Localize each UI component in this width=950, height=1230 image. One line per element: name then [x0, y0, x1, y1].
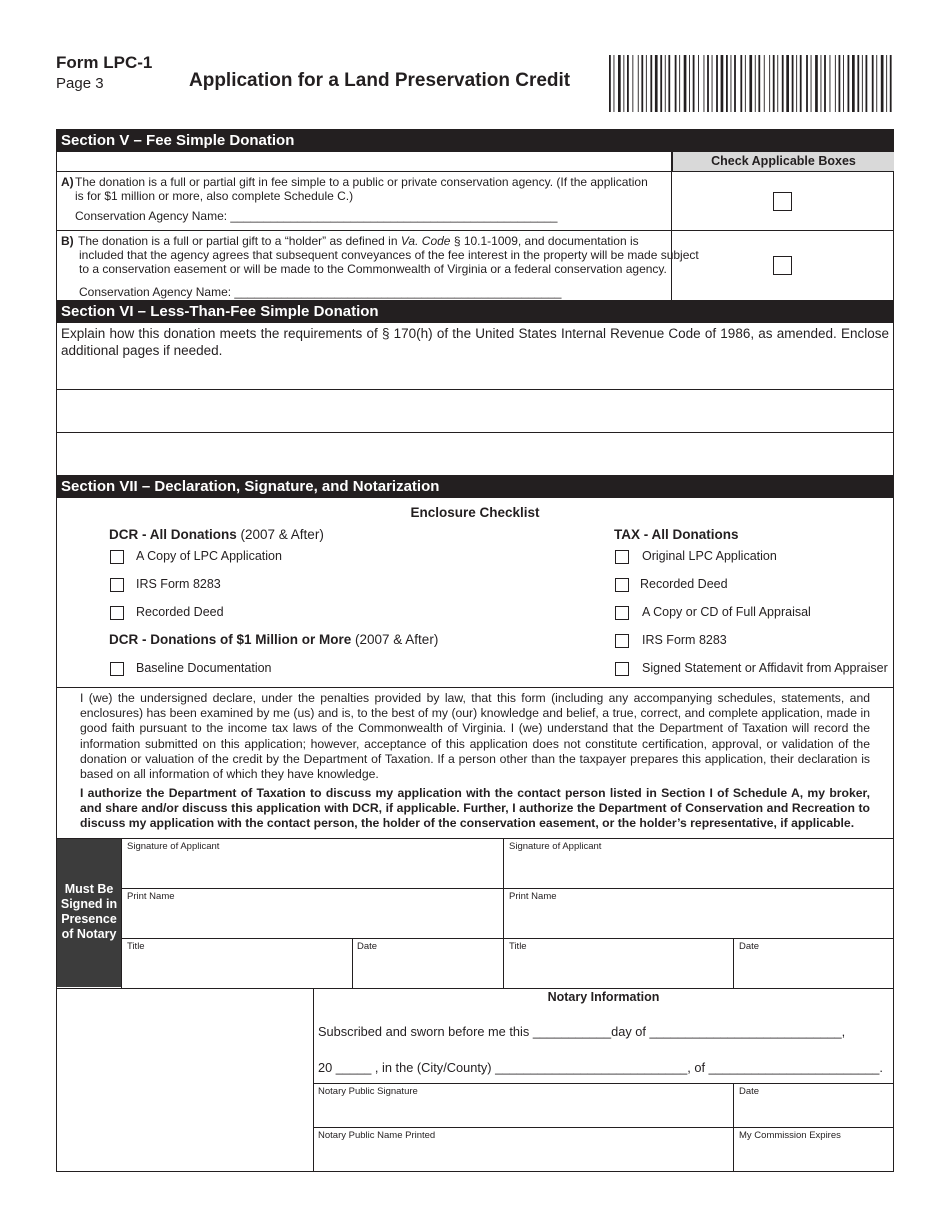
dcr-item-label: Recorded Deed — [136, 605, 224, 619]
applicant-1-signature-field[interactable] — [122, 853, 502, 887]
notary-info-title: Notary Information — [547, 990, 660, 1004]
applicant-1-title-field[interactable] — [122, 953, 351, 987]
page-number: Page 3 — [56, 75, 104, 92]
option-a-agency-name[interactable]: Conservation Agency Name: _________________________________________________ — [75, 209, 558, 223]
dcr-checkbox-recorded-deed[interactable] — [110, 606, 124, 620]
barcode-icon — [609, 55, 894, 112]
dcr-item-label: Baseline Documentation — [136, 661, 272, 675]
dcr-checkbox-irs-8283[interactable] — [110, 578, 124, 592]
notary-presence-label: Must Be Signed in Presence of Notary — [57, 839, 121, 987]
applicant-2-title-field[interactable] — [504, 953, 732, 987]
signature-label: Signature of Applicant — [509, 841, 602, 852]
title-label: Title — [127, 941, 145, 952]
option-b-letter: B) — [61, 234, 74, 248]
option-b-checkbox[interactable] — [773, 256, 792, 275]
notary-name-label: Notary Public Name Printed — [318, 1130, 436, 1141]
tax-item-label: A Copy or CD of Full Appraisal — [642, 605, 811, 619]
section-6-heading: Section VI – Less-Than-Fee Simple Donation — [56, 300, 894, 323]
dcr-checkbox-baseline-docs[interactable] — [110, 662, 124, 676]
option-a-letter: A) — [61, 175, 74, 189]
tax-checkbox-appraiser-statement[interactable] — [615, 662, 629, 676]
commission-expires-label: My Commission Expires — [739, 1130, 841, 1141]
notary-sworn-line[interactable]: Subscribed and sworn before me this ___________day of ___________________________, — [318, 1024, 846, 1039]
title-label: Title — [509, 941, 527, 952]
option-a-text-2: is for $1 million or more, also complete Schedule C.) — [75, 189, 354, 203]
tax-item-label: Recorded Deed — [640, 577, 728, 591]
notary-name-field[interactable] — [314, 1142, 732, 1171]
applicant-2-date-field[interactable] — [734, 953, 893, 987]
tax-all-donations-heading: TAX - All Donations — [614, 527, 739, 542]
tax-item-label: Signed Statement or Affidavit from Appraiser — [642, 661, 888, 675]
authorization-text: I authorize the Department of Taxation to discuss my application with the contact person listed in Section I of Schedule A, my broker, and share and/or discuss this application with DCR, if applicable. Further, I authorize the Department of Conservation and Recreation to discuss my application with the contact person, the holder of the conservation easement, or the holder’s representative, if applicable. — [80, 786, 870, 831]
notary-date-field[interactable] — [734, 1098, 893, 1126]
section-7-heading: Section VII – Declaration, Signature, and Notarization — [56, 475, 894, 498]
option-b-text-2: included that the agency agrees that subsequent conveyances of the fee interest in the property will be made subject — [79, 248, 699, 262]
declaration-text: I (we) the undersigned declare, under the penalties provided by law, that this form (including any accompanying schedules, statements, and enclosures) has been examined by me (us) and is, to the best of my (our) knowledge and belief, a true, correct, and complete application, made in good faith pursuant to the income tax laws of the Commonwealth of Virginia. I (we) understand that the Department of Taxation will record the information submitted on this application; however, acceptance of this application does not constitute certification, approval, or validation of the donation or valuation of the credit by the Department of Taxation. If a person other than the taxpayer prepares this application, their declaration is based on all information of which they have knowledge. — [80, 691, 870, 782]
page-title: Application for a Land Preservation Credit — [189, 70, 571, 91]
signature-label: Signature of Applicant — [127, 841, 220, 852]
section-6-instructions: Explain how this donation meets the requirements of § 170(h) of the United States Internal Revenue Code of 1986, as amended. Enclose additional pages if needed. — [61, 326, 889, 358]
tax-item-label: Original LPC Application — [642, 549, 777, 563]
print-name-label: Print Name — [127, 891, 175, 902]
tax-checkbox-recorded-deed[interactable] — [615, 578, 629, 592]
tax-checkbox-original-lpc[interactable] — [615, 550, 629, 564]
applicant-2-print-name-field[interactable] — [504, 903, 893, 937]
applicant-1-print-name-field[interactable] — [122, 903, 502, 937]
option-a-checkbox[interactable] — [773, 192, 792, 211]
tax-checkbox-irs-8283[interactable] — [615, 634, 629, 648]
dcr-all-donations-heading: DCR - All Donations (2007 & After) — [109, 527, 324, 542]
form-id: Form LPC-1 — [56, 53, 153, 72]
dcr-million-heading: DCR - Donations of $1 Million or More (2007 & After) — [109, 632, 439, 647]
enclosure-checklist-title: Enclosure Checklist — [410, 505, 540, 520]
option-b-agency-name[interactable]: Conservation Agency Name: _________________________________________________ — [79, 285, 562, 299]
applicant-1-date-field[interactable] — [353, 953, 502, 987]
applicant-2-signature-field[interactable] — [504, 853, 893, 887]
notary-signature-field[interactable] — [314, 1098, 732, 1126]
option-b-text-1: The donation is a full or partial gift to a “holder” as defined in Va. Code § 10.1-1009, and documentation is — [78, 234, 639, 248]
dcr-checkbox-lpc-copy[interactable] — [110, 550, 124, 564]
dcr-item-label: IRS Form 8283 — [136, 577, 221, 591]
date-label: Date — [739, 941, 760, 952]
tax-checkbox-appraisal[interactable] — [615, 606, 629, 620]
notary-location-line[interactable]: 20 _____ , in the (City/County) ___________________________, of ________________________. — [318, 1060, 883, 1075]
option-a-text-1: The donation is a full or partial gift in fee simple to a public or private conservation agency. (If the application — [75, 175, 648, 189]
notary-signature-label: Notary Public Signature — [318, 1086, 418, 1097]
dcr-item-label: A Copy of LPC Application — [136, 549, 282, 563]
print-name-label: Print Name — [509, 891, 557, 902]
section-6-answer-area[interactable] — [57, 360, 893, 475]
check-applicable-header: Check Applicable Boxes — [672, 152, 894, 171]
option-b-text-3: to a conservation easement or will be made to the Commonwealth of Virginia or a federal conservation agency. — [79, 262, 667, 276]
commission-expires-field[interactable] — [734, 1142, 893, 1171]
tax-item-label: IRS Form 8283 — [642, 633, 727, 647]
notary-date-label: Date — [739, 1086, 760, 1097]
date-label: Date — [357, 941, 378, 952]
section-5-heading: Section V – Fee Simple Donation — [56, 129, 894, 152]
